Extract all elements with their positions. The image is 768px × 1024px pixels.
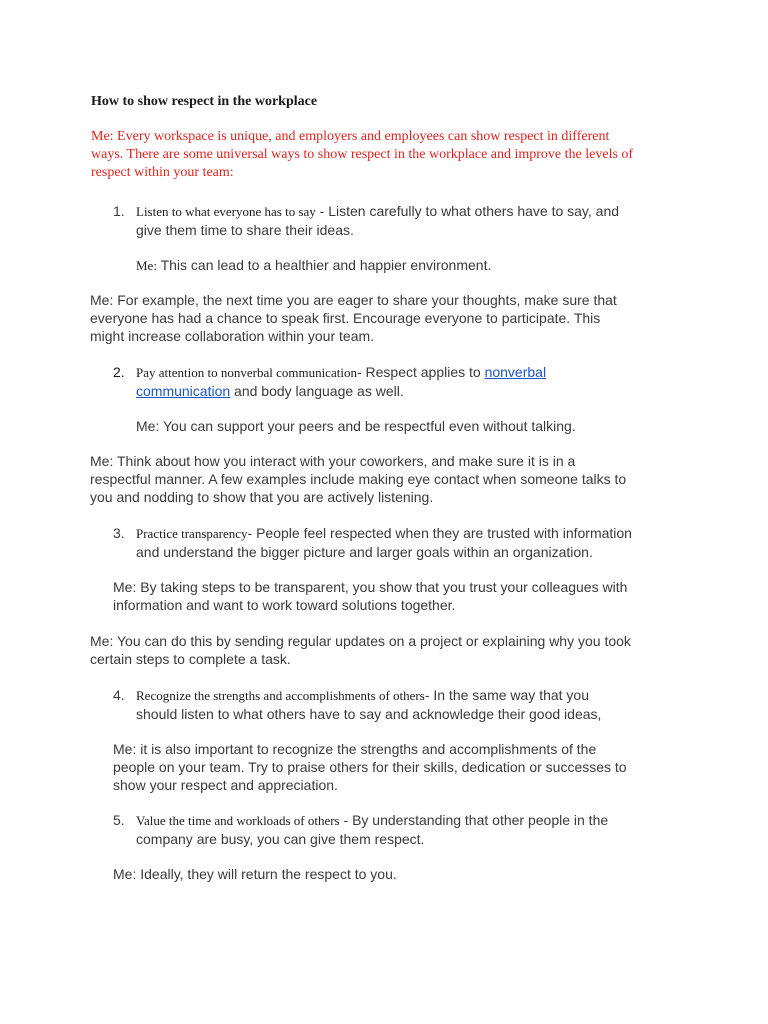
list-item-heading: Practice transparency xyxy=(136,526,248,541)
list-number: 2. xyxy=(113,364,125,380)
list-item-line xyxy=(136,811,608,830)
list-item-line xyxy=(136,686,601,705)
list-item-3 xyxy=(136,524,632,561)
list-number: 1. xyxy=(113,203,125,219)
list-item-line: give them time to share their ideas. xyxy=(136,222,354,238)
list-number: 4. xyxy=(113,687,125,703)
list-item-3-note xyxy=(113,578,627,614)
list-item-line xyxy=(136,202,619,221)
paragraph-line: Me: For example, the next time you are eager to share your thoughts, make sure that xyxy=(90,292,617,308)
document-title: How to show respect in the workplace xyxy=(91,94,318,109)
note-line: show your respect and appreciation. xyxy=(113,777,338,793)
list-item-text: - Listen carefully to what others have to say, and xyxy=(315,203,620,219)
note-line: information and want to work toward solutions together. xyxy=(113,597,456,613)
paragraph-line: might increase collaboration within your team. xyxy=(90,328,375,344)
note-line: people on your team. Try to praise others for their skills, dedication or successes to xyxy=(113,759,627,775)
nonverbal-communication-link[interactable]: communication xyxy=(136,383,231,399)
list-item-heading: Listen to what everyone has to say xyxy=(136,204,316,219)
list-item-line xyxy=(136,363,546,382)
intro-line: respect within your team: xyxy=(91,165,234,180)
paragraph-line: Me: Think about how you interact with your coworkers, and make sure it is in a xyxy=(90,453,576,469)
list-item-text: - Respect applies to xyxy=(356,364,485,380)
note-line xyxy=(136,256,491,275)
list-item-line xyxy=(136,382,546,400)
list-item-text: - By understanding that other people in the xyxy=(339,812,609,828)
note-line: Me: By taking steps to be transparent, you show that you trust your colleagues with xyxy=(113,579,628,595)
list-item-4 xyxy=(136,686,601,723)
paragraph-3 xyxy=(90,632,631,668)
list-item-5 xyxy=(136,811,608,848)
list-item-heading: Recognize the strengths and accomplishments of others xyxy=(136,688,425,703)
note-line: Me: it is also important to recognize the strengths and accomplishments of the xyxy=(113,741,597,757)
list-item-line: company are busy, you can give them respect. xyxy=(136,831,425,847)
intro-line: Me: Every workspace is unique, and employers and employees can show respect in different xyxy=(91,129,610,144)
list-item-text: - People feel respected when they are trusted with information xyxy=(247,525,632,541)
list-item-1-note xyxy=(136,256,491,275)
list-item-text: - In the same way that you xyxy=(424,687,590,703)
intro-paragraph xyxy=(91,128,691,182)
list-item-4-note xyxy=(113,740,627,794)
list-item-2 xyxy=(136,363,546,400)
note-line: Me: Ideally, they will return the respect to you. xyxy=(113,866,397,882)
paragraph-line: respectful manner. A few examples include making eye contact when someone talks to xyxy=(90,471,627,487)
list-item-heading: Pay attention to nonverbal communication xyxy=(136,365,357,380)
note-line: Me: You can support your peers and be respectful even without talking. xyxy=(136,418,576,434)
nonverbal-communication-link[interactable]: nonverbal xyxy=(484,364,547,380)
paragraph-line: you and nodding to show that you are actively listening. xyxy=(90,489,434,505)
paragraph-2 xyxy=(90,452,626,506)
list-item-5-note xyxy=(113,865,397,883)
list-item-line: should listen to what others have to say and acknowledge their good ideas, xyxy=(136,706,602,722)
list-item-line: and understand the bigger picture and larger goals within an organization. xyxy=(136,544,593,560)
list-item-1 xyxy=(136,202,619,239)
list-item-text: and body language as well. xyxy=(230,383,404,399)
list-item-line xyxy=(136,524,632,543)
paragraph-line: certain steps to complete a task. xyxy=(90,651,291,667)
list-item-heading: Value the time and workloads of others xyxy=(136,813,340,828)
paragraph-line: Me: You can do this by sending regular updates on a project or explaining why you took xyxy=(90,633,631,649)
list-item-2-note xyxy=(136,417,576,435)
paragraph-1 xyxy=(90,291,617,345)
note-text: This can lead to a healthier and happier environment. xyxy=(156,257,492,273)
list-number: 3. xyxy=(113,525,125,541)
note-label: Me: xyxy=(136,258,157,273)
list-number: 5. xyxy=(113,812,125,828)
paragraph-line: everyone has had a chance to speak first. Encourage everyone to participate. This xyxy=(90,310,601,326)
intro-line: ways. There are some universal ways to show respect in the workplace and improve the levels of xyxy=(91,147,634,162)
